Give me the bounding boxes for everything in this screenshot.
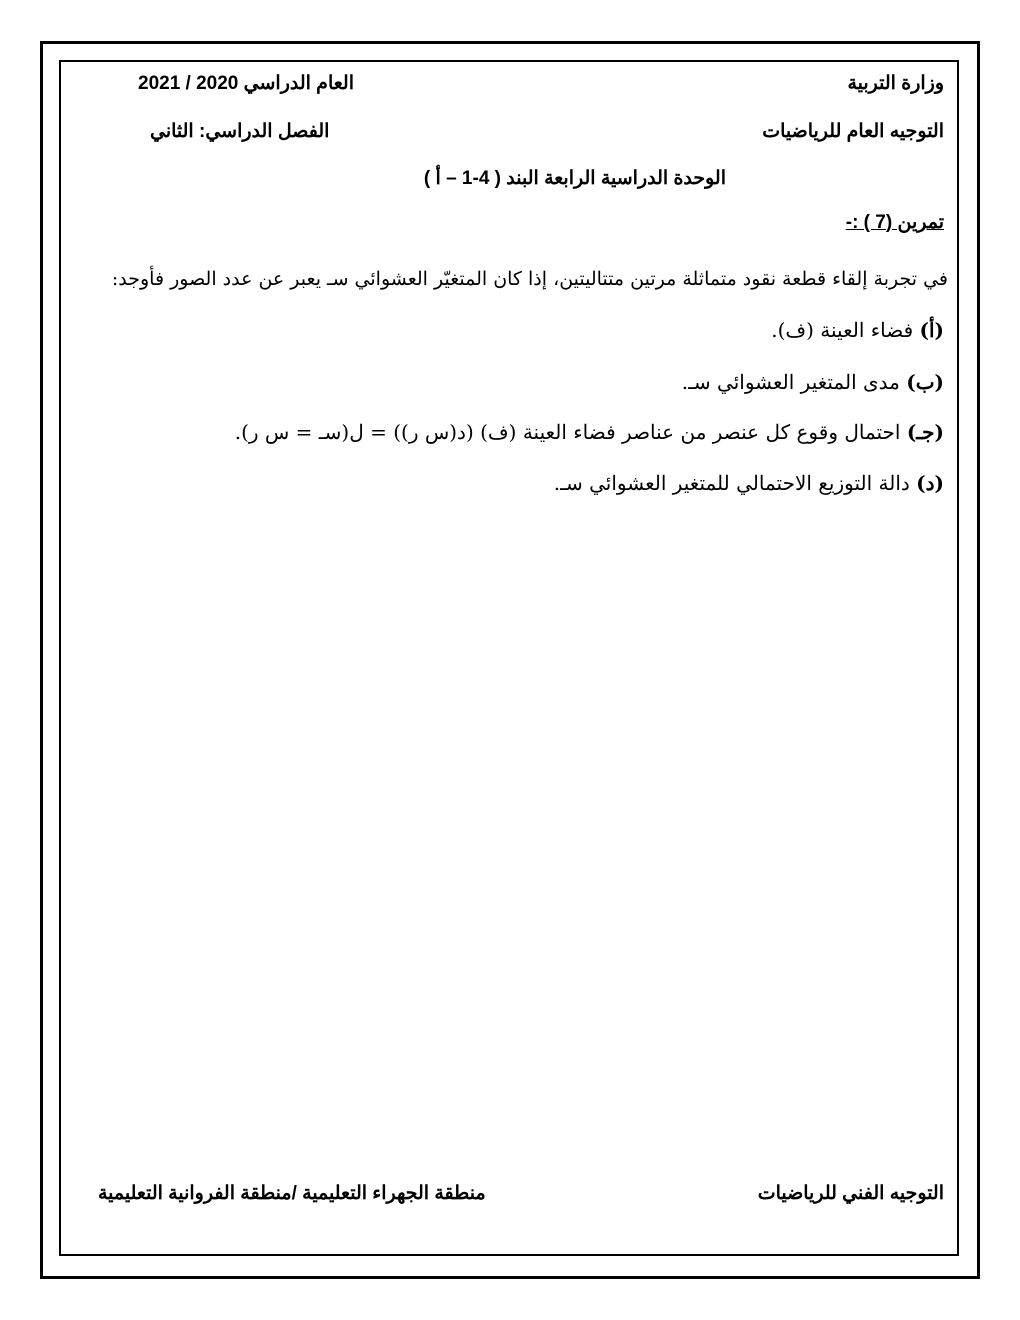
item-c-text: احتمال وقوع كل عنصر من عناصر فضاء العينة (ف) (د(س ر)) = ل(سـ = س ر).	[234, 420, 901, 444]
item-d-text: دالة التوزيع الاحتمالي للمتغير العشوائي سـ.	[553, 471, 910, 495]
item-d-label: (د)	[916, 471, 944, 495]
footer-left: منطقة الجهراء التعليمية /منطقة الفروانية التعليمية	[98, 1183, 486, 1204]
item-b-text: مدى المتغير العشوائي سـ.	[681, 370, 900, 394]
item-a	[771, 318, 944, 342]
semester-label: الفصل الدراسي: الثاني	[150, 121, 330, 142]
item-d	[554, 471, 944, 495]
directorate-label: التوجيه العام للرياضيات	[762, 121, 944, 142]
academic-year	[138, 72, 354, 95]
footer-right: التوجيه الفني للرياضيات	[757, 1183, 944, 1204]
exercise-statement: في تجربة إلقاء قطعة نقود متماثلة مرتين متتاليتين، إذا كان المتغيّر العشوائي سـ يعبر عن عدد الصور فأوجد:	[111, 268, 948, 290]
item-b-label: (ب)	[906, 370, 944, 394]
page-inner-border	[59, 60, 959, 1256]
academic-year-label: العام الدراسي	[243, 73, 354, 94]
exercise-title: تمرين (7 ) :-	[845, 212, 944, 233]
item-c	[235, 420, 944, 444]
item-c-label: (جـ)	[906, 420, 944, 444]
item-a-label: (أ)	[919, 318, 944, 342]
ministry-label: وزارة التربية	[847, 73, 944, 94]
academic-year-value: 2021 / 2020	[138, 73, 239, 94]
unit-title: الوحدة الدراسية الرابعة البند ( 4-1 – أ )	[423, 168, 726, 189]
item-a-text: فضاء العينة (ف).	[771, 318, 914, 342]
item-b	[682, 370, 944, 394]
